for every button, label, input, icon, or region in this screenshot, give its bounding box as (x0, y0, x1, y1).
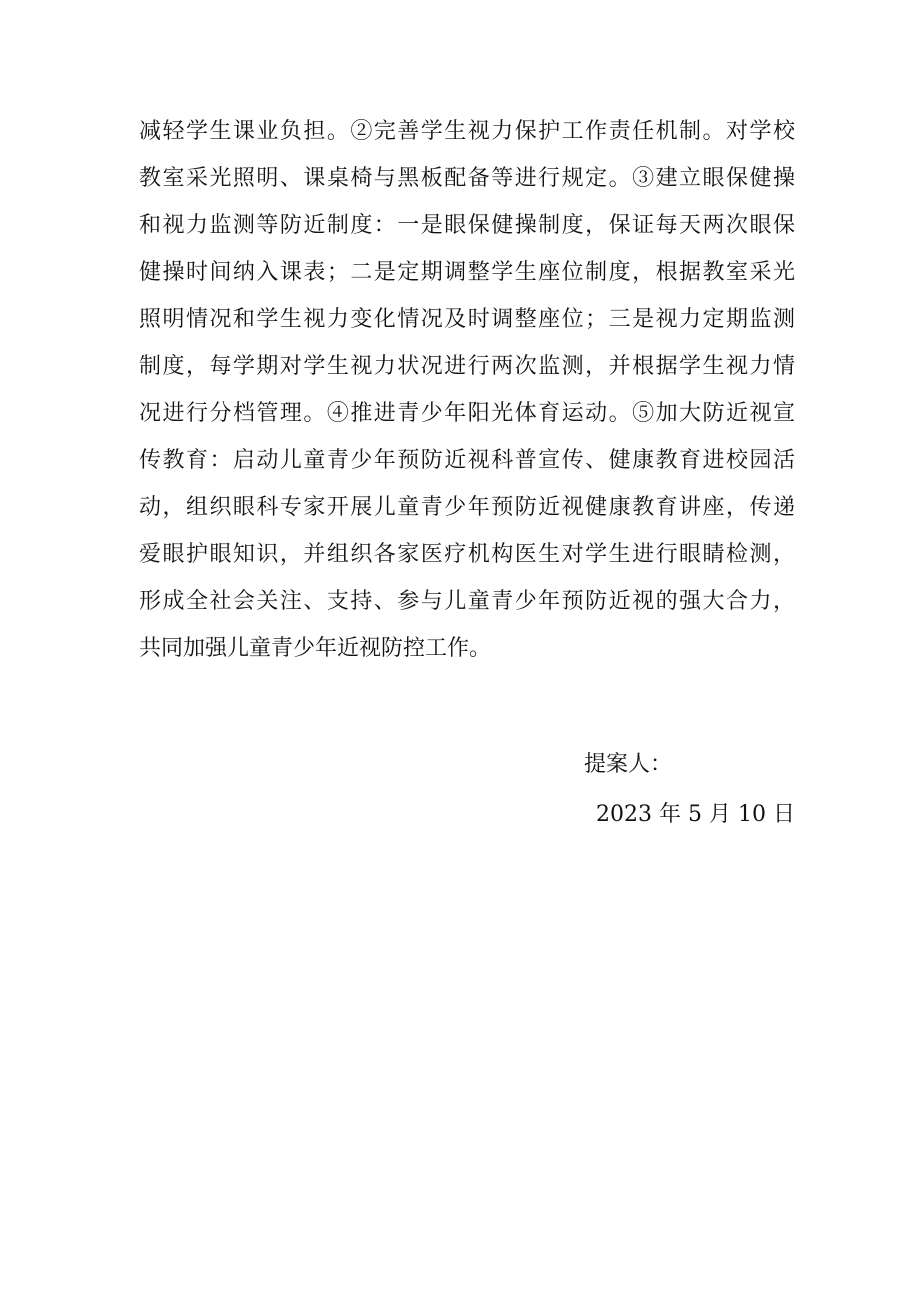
body-line-1: 减轻学生课业负担。②完善学生视力保护工作责任机制。对学校 (139, 119, 795, 144)
body-line-12: 共同加强儿童青少年近视防控工作。 (139, 636, 492, 661)
body-line-11: 形成全社会关注、支持、参与儿童青少年预防近视的强大合力， (139, 589, 795, 614)
body-line-4: 健操时间纳入课表；二是定期调整学生座位制度，根据教室采光 (139, 260, 795, 285)
signature-date: 2023 年 5 月 10 日 (596, 802, 795, 827)
proposal-body-text (139, 108, 795, 672)
body-line-9: 动，组织眼科专家开展儿童青少年预防近视健康教育讲座，传递 (139, 495, 795, 520)
signature-label: 提案人： (584, 752, 673, 777)
body-line-8: 传教育：启动儿童青少年预防近视科普宣传、健康教育进校园活 (139, 448, 795, 473)
body-line-7: 况进行分档管理。④推进青少年阳光体育运动。⑤加大防近视宣 (139, 401, 795, 426)
body-line-5: 照明情况和学生视力变化情况及时调整座位；三是视力定期监测 (139, 307, 795, 332)
body-line-10: 爱眼护眼知识，并组织各家医疗机构医生对学生进行眼睛检测， (139, 542, 795, 567)
body-line-2: 教室采光照明、课桌椅与黑板配备等进行规定。③建立眼保健操 (139, 166, 795, 191)
body-line-6: 制度，每学期对学生视力状况进行两次监测，并根据学生视力情 (139, 354, 795, 379)
body-line-3: 和视力监测等防近制度：一是眼保健操制度，保证每天两次眼保 (139, 213, 795, 238)
